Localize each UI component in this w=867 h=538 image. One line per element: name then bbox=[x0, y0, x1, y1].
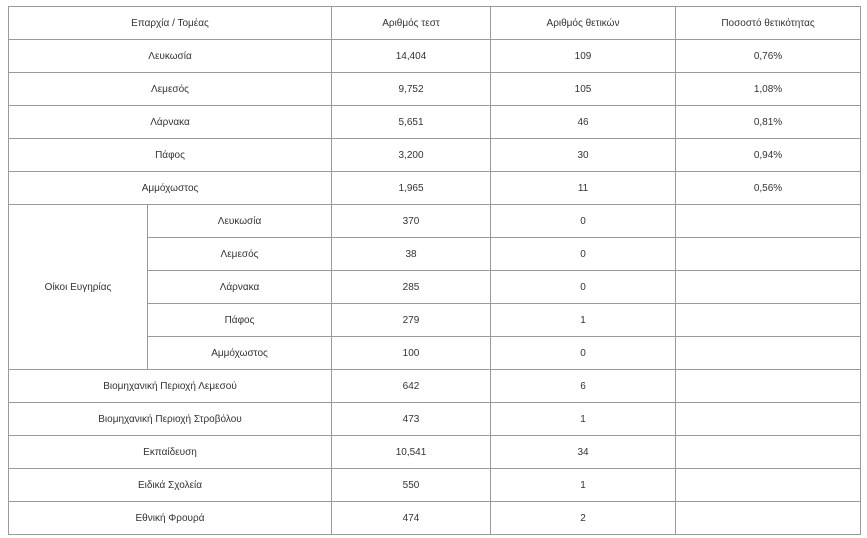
row-tests: 100 bbox=[332, 337, 491, 370]
header-region: Επαρχία / Τομέας bbox=[9, 7, 332, 40]
row-positives: 6 bbox=[491, 370, 676, 403]
row-positives: 2 bbox=[491, 502, 676, 535]
row-label: Εθνική Φρουρά bbox=[9, 502, 332, 535]
row-positives: 0 bbox=[491, 271, 676, 304]
row-tests: 550 bbox=[332, 469, 491, 502]
row-rate bbox=[676, 271, 861, 304]
table-header-row bbox=[9, 7, 861, 40]
row-rate bbox=[676, 403, 861, 436]
row-rate bbox=[676, 502, 861, 535]
row-rate bbox=[676, 337, 861, 370]
row-tests: 1,965 bbox=[332, 172, 491, 205]
table-row bbox=[9, 205, 861, 238]
row-tests: 10,541 bbox=[332, 436, 491, 469]
table-row bbox=[9, 106, 861, 139]
row-positives: 1 bbox=[491, 469, 676, 502]
table-row bbox=[9, 370, 861, 403]
row-rate: 0,56% bbox=[676, 172, 861, 205]
header-positives: Αριθμός θετικών bbox=[491, 7, 676, 40]
row-tests: 9,752 bbox=[332, 73, 491, 106]
sub-row-label: Λεμεσός bbox=[148, 238, 332, 271]
sub-row-label: Αμμόχωστος bbox=[148, 337, 332, 370]
row-positives: 109 bbox=[491, 40, 676, 73]
group-label: Οίκοι Ευγηρίας bbox=[9, 205, 148, 370]
row-tests: 473 bbox=[332, 403, 491, 436]
row-label: Βιομηχανική Περιοχή Στροβόλου bbox=[9, 403, 332, 436]
row-rate: 0,94% bbox=[676, 139, 861, 172]
row-tests: 285 bbox=[332, 271, 491, 304]
table-row bbox=[9, 139, 861, 172]
row-positives: 0 bbox=[491, 205, 676, 238]
row-rate bbox=[676, 205, 861, 238]
row-rate bbox=[676, 469, 861, 502]
sub-row-label: Λάρνακα bbox=[148, 271, 332, 304]
row-tests: 279 bbox=[332, 304, 491, 337]
row-rate: 0,81% bbox=[676, 106, 861, 139]
row-positives: 0 bbox=[491, 238, 676, 271]
row-tests: 474 bbox=[332, 502, 491, 535]
row-positives: 30 bbox=[491, 139, 676, 172]
row-label: Λεμεσός bbox=[9, 73, 332, 106]
header-tests: Αριθμός τεστ bbox=[332, 7, 491, 40]
row-label: Εκπαίδευση bbox=[9, 436, 332, 469]
row-rate: 1,08% bbox=[676, 73, 861, 106]
row-rate bbox=[676, 238, 861, 271]
table-row bbox=[9, 502, 861, 535]
row-positives: 11 bbox=[491, 172, 676, 205]
table-row bbox=[9, 403, 861, 436]
row-positives: 1 bbox=[491, 403, 676, 436]
table-row bbox=[9, 436, 861, 469]
row-label: Αμμόχωστος bbox=[9, 172, 332, 205]
row-positives: 105 bbox=[491, 73, 676, 106]
row-rate bbox=[676, 436, 861, 469]
table-row bbox=[9, 172, 861, 205]
row-label: Βιομηχανική Περιοχή Λεμεσού bbox=[9, 370, 332, 403]
row-positives: 34 bbox=[491, 436, 676, 469]
row-label: Ειδικά Σχολεία bbox=[9, 469, 332, 502]
row-positives: 46 bbox=[491, 106, 676, 139]
row-rate bbox=[676, 370, 861, 403]
header-rate: Ποσοστό θετικότητας bbox=[676, 7, 861, 40]
row-label: Πάφος bbox=[9, 139, 332, 172]
row-positives: 0 bbox=[491, 337, 676, 370]
table-row bbox=[9, 73, 861, 106]
row-tests: 5,651 bbox=[332, 106, 491, 139]
row-positives: 1 bbox=[491, 304, 676, 337]
row-tests: 38 bbox=[332, 238, 491, 271]
row-tests: 14,404 bbox=[332, 40, 491, 73]
results-table bbox=[8, 6, 861, 535]
table-row bbox=[9, 469, 861, 502]
sub-row-label: Λευκωσία bbox=[148, 205, 332, 238]
row-rate: 0,76% bbox=[676, 40, 861, 73]
row-label: Λευκωσία bbox=[9, 40, 332, 73]
row-rate bbox=[676, 304, 861, 337]
row-tests: 642 bbox=[332, 370, 491, 403]
row-tests: 370 bbox=[332, 205, 491, 238]
table-row bbox=[9, 40, 861, 73]
row-label: Λάρνακα bbox=[9, 106, 332, 139]
sub-row-label: Πάφος bbox=[148, 304, 332, 337]
row-tests: 3,200 bbox=[332, 139, 491, 172]
